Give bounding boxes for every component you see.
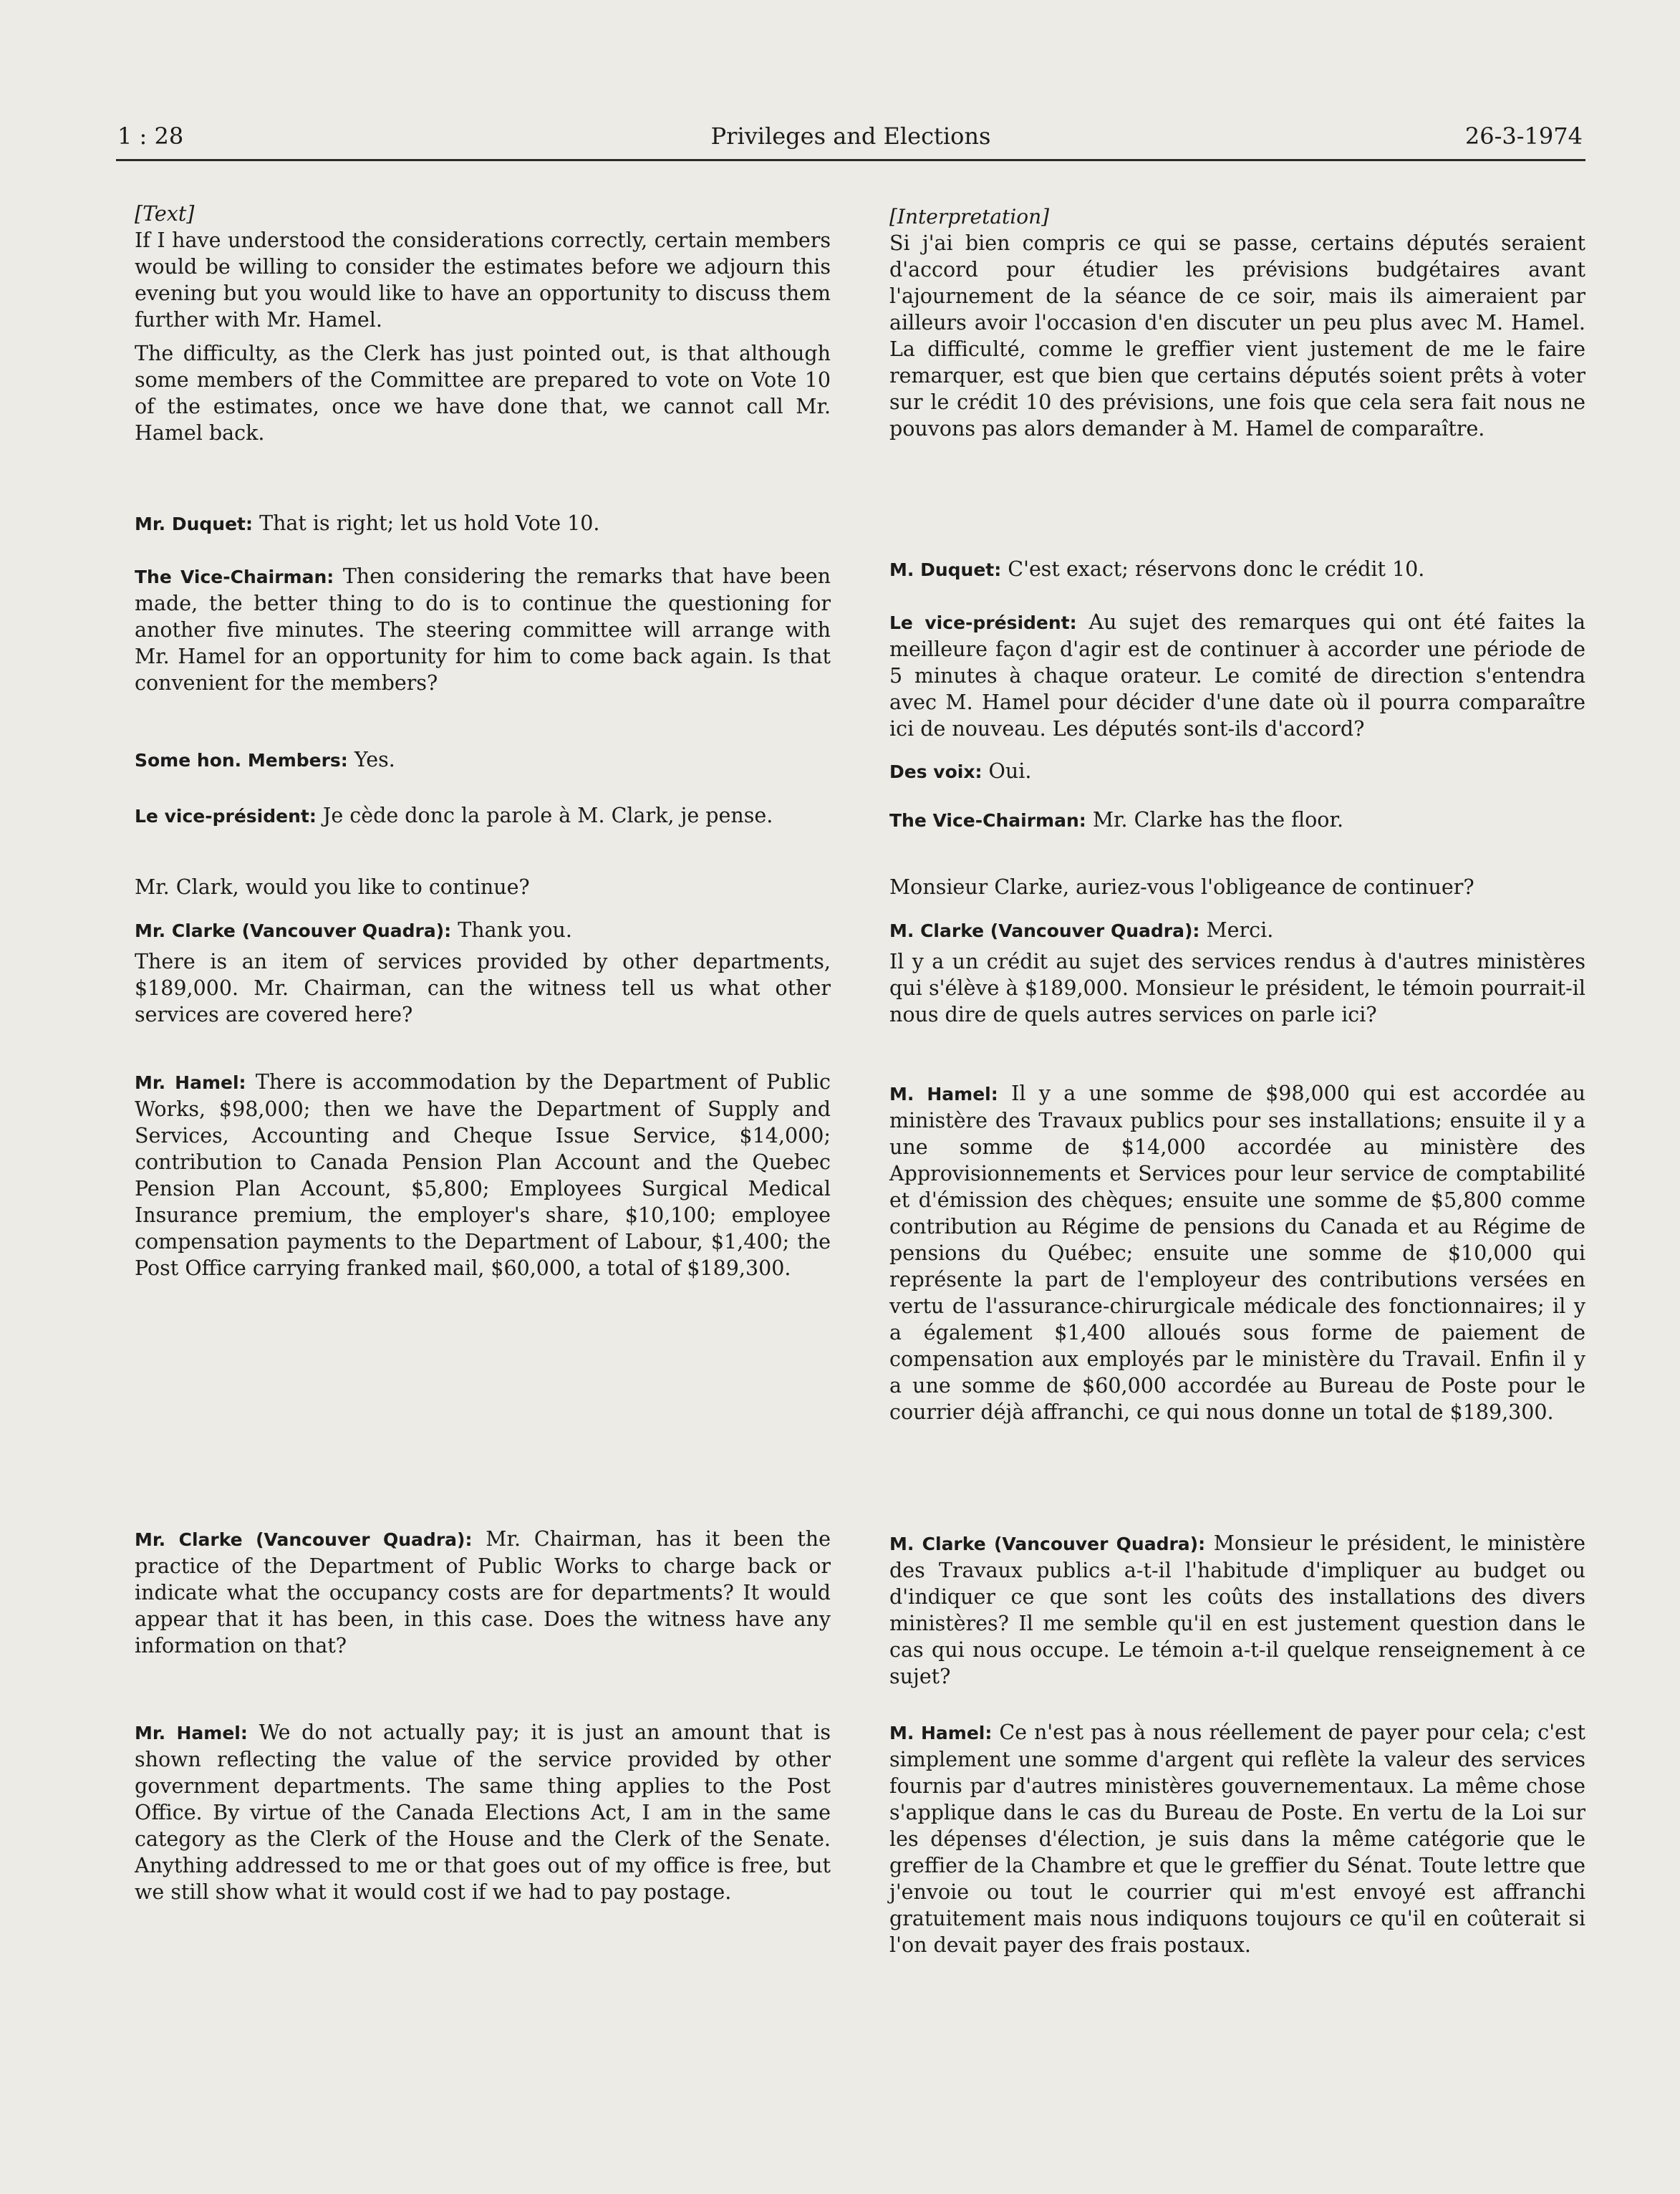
speech-text: C'est exact; réservons donc le crédit 10. (1008, 557, 1425, 581)
speech-text: There is accommodation by the Department of Public Works, $98,000; then we have the Department of Supply and Services, Accounting and Cheque Issue Service, $14,000; contribution to Canada Pension Plan Account and the Quebec Pension Plan Account, $5,800; Employees Surgical Medical Insurance premium, the employer's share, $10,100; employee compensation payments to the Department of Labour, $1,400; the Post Office carrying franked mail, $60,000, a total of $189,300. (135, 1070, 831, 1280)
page-number: 1 : 28 (117, 122, 184, 150)
speech-text: Thank you. (458, 918, 572, 942)
speaker-name: Le vice-président: (889, 612, 1077, 633)
page-header (116, 120, 1585, 161)
speech (115, 510, 831, 537)
speaker-name: M. Hamel: (889, 1723, 993, 1743)
speaker-name: Des voix: (889, 761, 983, 782)
paragraph: If I have understood the considerations correctly, certain members would be willing to consider the estimates before we adjourn this evening but you would like to have an opportunity to discuss them further with Mr. Hamel. (135, 228, 831, 332)
speaker-name: Mr. Clarke (Vancouver Quadra): (135, 1529, 473, 1550)
speech (869, 609, 1585, 742)
page-date: 26-3-1974 (1464, 122, 1583, 150)
speaker-name: Mr. Duquet: (135, 514, 253, 534)
speech-text: Yes. (354, 748, 395, 771)
paragraph: Mr. Clark, would you like to continue? (135, 875, 530, 899)
paragraph: Monsieur Clarke, auriez-vous l'obligeance de continuer? (889, 875, 1474, 899)
section-caption: [Text] (135, 202, 195, 226)
paragraph: There is an item of services provided by other departments, $189,000. Mr. Chairman, can the witness tell us what other services are covered here? (135, 950, 831, 1026)
paragraph: The difficulty, as the Clerk has just pointed out, is that although some members of the Committee are prepared to vote on Vote 10 of the estimates, once we have done that, we cannot call Mr. Hamel back. (135, 342, 831, 445)
speech (115, 1526, 831, 1659)
speech (869, 1080, 1585, 1425)
speaker-name: Mr. Hamel: (135, 1723, 248, 1743)
section-caption: [Interpretation] (889, 205, 1050, 228)
speech (115, 1719, 831, 1905)
speaker-name: Some hon. Members: (135, 750, 348, 771)
speech (115, 563, 831, 696)
speech (115, 802, 831, 829)
speaker-name: Mr. Hamel: (135, 1072, 246, 1093)
speech (869, 917, 1585, 1028)
speech-text: Then considering the remarks that have been made, the better thing to do is to continue the questioning for another five minutes. The steering committee will arrange with Mr. Hamel for an opportunity for him to come back again. Is that convenient for the members? (135, 564, 831, 695)
speech (869, 807, 1585, 834)
speech (869, 758, 1585, 785)
speech (869, 1719, 1585, 1958)
speaker-name: Mr. Clarke (Vancouver Quadra): (135, 920, 452, 941)
speaker-name: M. Hamel: (889, 1084, 998, 1105)
speech-text: Oui. (988, 759, 1032, 783)
speech-text: We do not actually pay; it is just an amount that is shown reflecting the value of the service provided by other government departments. The same thing applies to the Post Office. By virtue of the Canada Elections Act, I am in the same category as the Clerk of the House and the Clerk of the Senate. Anything addressed to me or that goes out of my office is free, but we still show what it would cost if we had to pay postage. (135, 1721, 831, 1904)
speech-text: Monsieur le président, le ministère des Travaux publics a-t-il l'habitude d'impliquer au budget ou d'indiquer ce que sont les coûts des installations des divers ministères? Il me semble qu'il en est justement question dans le cas qui nous occupe. Le témoin a-t-il quelque renseignement à ce sujet? (889, 1531, 1586, 1688)
speech (115, 917, 831, 1028)
interpretation-block (869, 203, 1585, 442)
speech-text: Merci. (1206, 918, 1274, 942)
running-title: Privileges and Elections (710, 122, 991, 150)
speech-text: Ce n'est pas à nous réellement de payer pour cela; c'est simplement une somme d'argent qui reflète la valeur des services fournis par d'autres ministères gouvernementaux. La même chose s'applique dans le cas du Bureau de Poste. En vertu de la Loi sur les dépenses d'élection, je suis dans la même catégorie que le greffier de la Chambre et que le greffier du Sénat. Toute lettre que j'envoie ou tout le courrier qui m'est envoyé est affranchi gratuitement mais nous indiquons toujours ce qu'il en coûterait si l'on devait payer des frais postaux. (889, 1721, 1585, 1957)
paragraph: Il y a un crédit au sujet des services rendus à d'autres ministères qui s'élève à $189,000. Monsieur le président, le témoin pourrait-il nous dire de quels autres services on parle ici? (889, 950, 1585, 1026)
speech-text: Mr. Clarke has the floor. (1092, 808, 1344, 832)
speaker-name: M. Clarke (Vancouver Quadra): (889, 920, 1200, 941)
speech (115, 746, 831, 774)
speaker-name: M. Duquet: (889, 559, 1002, 580)
speaker-name: The Vice-Chairman: (889, 810, 1086, 831)
speech (869, 1530, 1585, 1690)
speech-text: That is right; let us hold Vote 10. (259, 511, 600, 535)
speaker-name: M. Clarke (Vancouver Quadra): (889, 1534, 1206, 1554)
paragraph: Si j'ai bien compris ce qui se passe, certains députés seraient d'accord pour étudier les prévisions budgétaires avant l'ajournement de la séance de ce soir, mais ils aimeraient par ailleurs avoir l'occasion d'en discuter un peu plus avec M. Hamel. La difficulté, comme le greffier vient justement de me le faire remarquer, est que bien que certains députés soient prêts à voter sur le crédit 10 des prévisions, une fois que cela sera fait nous ne pouvons pas alors demander à M. Hamel de comparaître. (889, 231, 1585, 441)
speaker-name: Le vice-président: (135, 806, 317, 827)
speech-text: Mr. Chairman, has it been the practice of the Department of Public Works to charge back or indicate what the occupancy costs are for departments? It would appear that it has been, in this case. Does the witness have any information on that? (135, 1527, 831, 1657)
text-caption-block (115, 201, 831, 446)
speech (869, 556, 1585, 583)
speech-text: Au sujet des remarques qui ont été faites la meilleure façon d'agir est de continuer à accorder une période de 5 minutes à chaque orateur. Le comité de direction s'entendra avec M. Hamel pour décider d'une date où il pourra comparaître ici de nouveau. Les députés sont-ils d'accord? (889, 610, 1586, 741)
speech-text: Il y a une somme de $98,000 qui est accordée au ministère des Travaux publics pour ses installations; ensuite il y a une somme de $14,000 accordée au ministère des Approvisionnements et Services pour leur service de comptabilité et d'émission des chèques; ensuite une somme de $5,800 comme contribution au Régime de pensions du Canada et au Régime de pensions du Québec; ensuite une somme de $10,000 qui représente la part de l'employeur des contributions versées en vertu de l'assurance-chirurgicale médicale des fonctionnaires; il y a également $1,400 alloués sous forme de paiement de compensation aux employés par le ministère du Travail. Enfin il y a une somme de $60,000 accordée au Bureau de Poste pour le courrier déjà affranchi, ce qui nous donne un total de $189,300. (889, 1082, 1586, 1424)
speaker-name: The Vice-Chairman: (135, 567, 334, 587)
speech (115, 1069, 831, 1281)
speech-text: Je cède donc la parole à M. Clark, je pense. (322, 804, 773, 827)
